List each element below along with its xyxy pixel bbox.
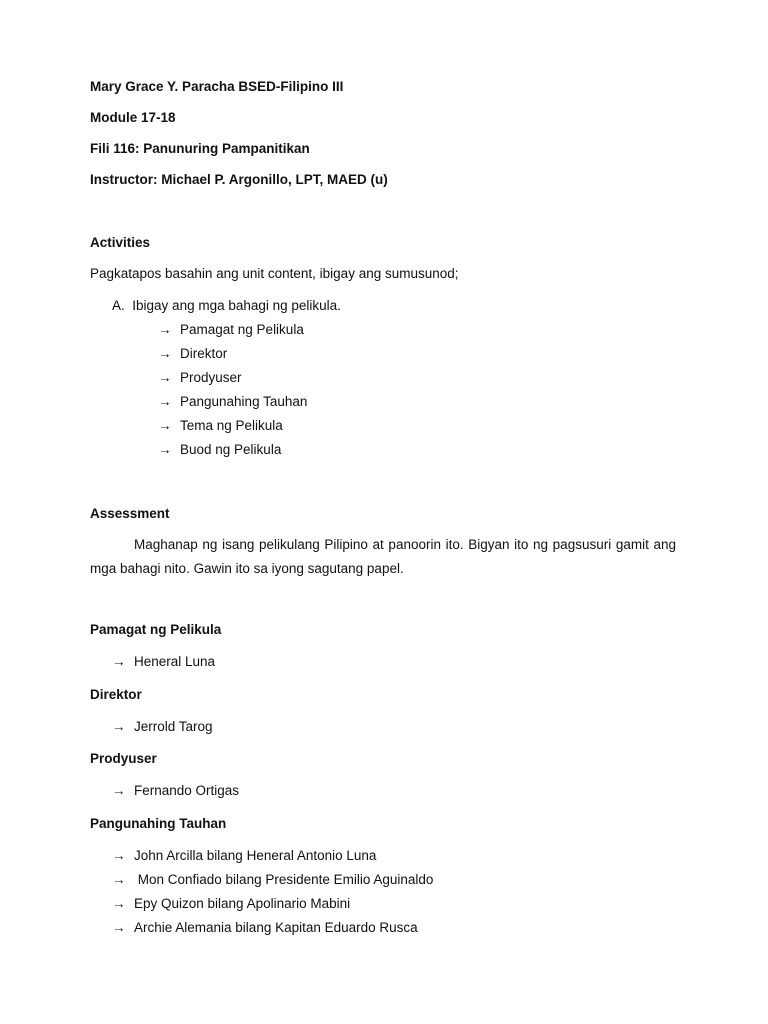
instructor-line: Instructor: Michael P. Argonillo, LPT, MAED (u) (90, 172, 388, 187)
arrow-right-icon: → (158, 370, 172, 385)
part-item: → Pamagat ng Pelikula (158, 322, 304, 337)
assessment-heading: Assessment (90, 506, 170, 521)
part-item: → Prodyuser (158, 370, 242, 385)
part-item: → Direktor (158, 346, 228, 361)
title-answer: → Heneral Luna (112, 654, 216, 669)
arrow-right-icon: → (112, 872, 126, 887)
cast-item: → Mon Confiado bilang Presidente Emilio Aguinaldo (112, 872, 434, 887)
arrow-right-icon: → (158, 418, 172, 433)
author-line: Mary Grace Y. Paracha BSED-Filipino III (90, 79, 344, 94)
activities-intro: Pagkatapos basahin ang unit content, ibigay ang sumusunod; (90, 266, 459, 281)
arrow-right-icon: → (112, 848, 126, 863)
arrow-right-icon: → (112, 719, 126, 734)
arrow-right-icon: → (158, 442, 172, 457)
arrow-right-icon: → (112, 920, 126, 935)
director-heading: Direktor (90, 687, 142, 702)
cast-heading: Pangunahing Tauhan (90, 816, 227, 831)
arrow-right-icon: → (158, 394, 172, 409)
part-item: → Pangunahing Tauhan (158, 394, 308, 409)
cast-item: → Archie Alemania bilang Kapitan Eduardo Rusca (112, 920, 418, 935)
producer-heading: Prodyuser (90, 751, 157, 766)
part-item: → Buod ng Pelikula (158, 442, 282, 457)
course-line: Fili 116: Panunuring Pampanitikan (90, 141, 310, 156)
module-line: Module 17-18 (90, 110, 176, 125)
arrow-right-icon: → (112, 896, 126, 911)
cast-item: → Epy Quizon bilang Apolinario Mabini (112, 896, 351, 911)
director-answer: → Jerrold Tarog (112, 719, 213, 734)
list-item-a (112, 297, 341, 315)
title-heading: Pamagat ng Pelikula (90, 622, 222, 637)
arrow-right-icon: → (158, 346, 172, 361)
assessment-paragraph: Maghanap ng isang pelikulang Pilipino at panoorin ito. Bigyan ito ng pagsusuri gamit ang mga bahagi nito. Gawin ito sa iyong sagutang papel. (90, 537, 676, 576)
producer-answer: → Fernando Ortigas (112, 783, 240, 798)
cast-item: → John Arcilla bilang Heneral Antonio Luna (112, 848, 377, 863)
part-item: → Tema ng Pelikula (158, 418, 283, 433)
activities-heading: Activities (90, 235, 151, 250)
list-marker: A. (112, 298, 125, 313)
arrow-right-icon: → (112, 654, 126, 669)
arrow-right-icon: → (158, 322, 172, 337)
arrow-right-icon: → (112, 783, 126, 798)
list-item-text: Ibigay ang mga bahagi ng pelikula. (132, 298, 341, 313)
